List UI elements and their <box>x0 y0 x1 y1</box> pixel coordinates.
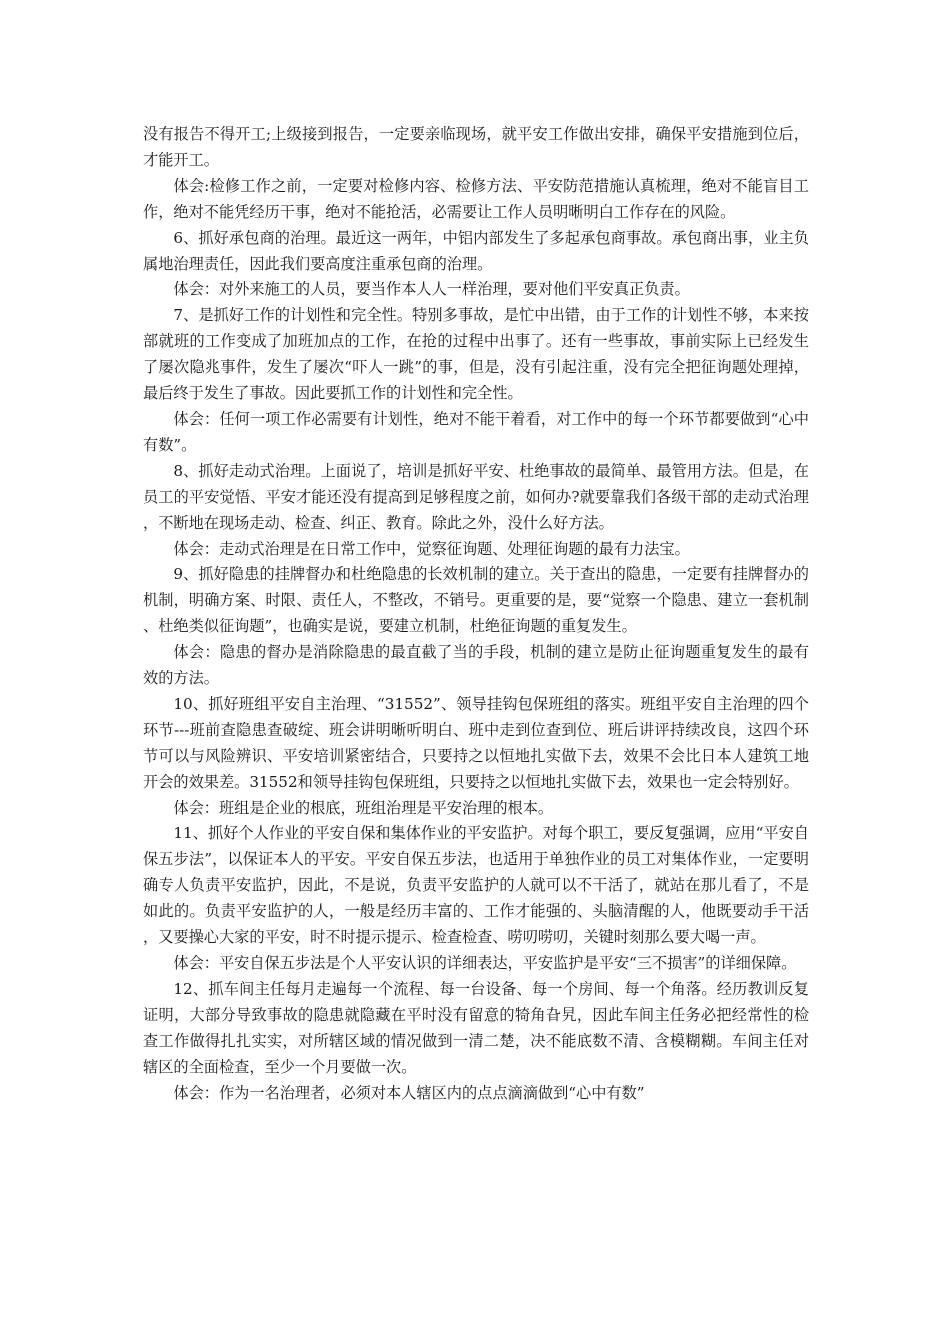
paragraph-15: 12、抓车间主任每月走遍每一个流程、每一台设备、每一个房间、每一个角落。经历教训反复证明，大部分导致事故的隐患就隐藏在平时没有留意的犄角旮旯，因此车间主任务必把经常性的检查工作做得扎扎实实，对所辖区域的情况做到一清二楚，决不能底数不清、含模糊糊。车间主任对辖区的全面检查，至少一个月要做一次。 <box>143 979 809 1076</box>
paragraph-8: 体会：走动式治理是在日常工作中，觉察征询题、处理征询题的最有力法宝。 <box>173 539 690 558</box>
paragraph-4: 体会：对外来施工的人员，要当作本人人一样治理，要对他们平安真正负责。 <box>173 280 690 299</box>
paragraph-3: 6、抓好承包商的治理。最近这一两年，中铝内部发生了多起承包商事故。承包商出事，业主负属地治理责任，因此我们要高度注重承包商的治理。 <box>143 228 809 273</box>
paragraph-9: 9、抓好隐患的挂牌督办和杜绝隐患的长效机制的建立。关于查出的隐患，一定要有挂牌督办的机制，明确方案、时限、责任人，不整改，不销号。更重要的是，要“觉察一个隐患、建立一套机制、杜绝类似征询题”，也确实是说，要建立机制，杜绝征询题的重复发生。 <box>143 565 809 636</box>
paragraph-6: 体会：任何一项工作必需要有计划性，绝对不能干着看，对工作中的每一个环节都要做到“心中有数”。 <box>143 409 809 454</box>
paragraph-10: 体会：隐患的督办是消除隐患的最直截了当的手段，机制的建立是防止征询题重复发生的最有效的方法。 <box>143 643 809 688</box>
paragraph-2: 体会:检修工作之前，一定要对检修内容、检修方法、平安防范措施认真梳理，绝对不能盲目工作，绝对不能凭经历干事，绝对不能抢活，必需要让工作人员明晰明白工作存在的风险。 <box>143 176 809 221</box>
paragraph-14: 体会：平安自保五步法是个人平安认识的详细表达，平安监护是平安“三不损害”的详细保障。 <box>173 954 797 972</box>
paragraph-5: 7、是抓好工作的计划性和完全性。特别多事故，是忙中出错，由于工作的计划性不够，本来按部就班的工作变成了加班加点的工作，在抢的过程中出事了。还有一些事故，事前实际上已经发生了屡次隐兆事件，发生了屡次“吓人一跳”的事，但是，没有引起注重，没有完全把征询题处理掉，最后终于发生了事故。因此要抓工作的计划性和完全性。 <box>143 306 809 403</box>
paragraph-12: 体会：班组是企业的根底，班组治理是平安治理的根本。 <box>173 798 554 817</box>
paragraph-16: 体会：作为一名治理者，必须对本人辖区内的点点滴滴做到“心中有数” <box>173 1083 645 1102</box>
document-page <box>143 122 809 1106</box>
paragraph-11: 10、抓好班组平安自主治理、“31552”、领导挂钩包保班组的落实。班组平安自主治理的四个环节---班前查隐患查破绽、班会讲明晰听明白、班中走到位查到位、班后讲评持续改良，这四个环节可以与风险辨识、平安培训紧密结合，只要持之以恒地扎实做下去，效果不会比日本人建筑工地开会的效果差。31552和领导挂钩包保班组，只要持之以恒地扎实做下去，效果也一定会特别好。 <box>143 694 809 791</box>
paragraph-1: 没有报告不得开工;上级接到报告，一定要亲临现场，就平安工作做出安排，确保平安措施到位后，才能开工。 <box>143 125 809 169</box>
paragraph-13: 11、抓好个人作业的平安自保和集体作业的平安监护。对每个职工，要反复强调，应用“平安自保五步法”，以保证本人的平安。平安自保五步法，也适用于单独作业的员工对集体作业，一定要明确专人负责平安监护，因此，不是说，负责平安监护的人就可以不干活了，就站在那儿看了，不是如此的。负责平安监护的人，一般是经历丰富的、工作才能强的、头脑清醒的人，他既要动手干活，又要操心大家的平安，时不时提示提示、检查检查、唠叨唠叨，关键时刻那么要大喝一声。 <box>143 824 809 947</box>
paragraph-7: 8、抓好走动式治理。上面说了，培训是抓好平安、杜绝事故的最简单、最管用方法。但是，在员工的平安觉悟、平安才能还没有提高到足够程度之前，如何办?就要靠我们各级干部的走动式治理，不断地在现场走动、检查、纠正、教育。除此之外，没什么好方法。 <box>143 461 809 532</box>
